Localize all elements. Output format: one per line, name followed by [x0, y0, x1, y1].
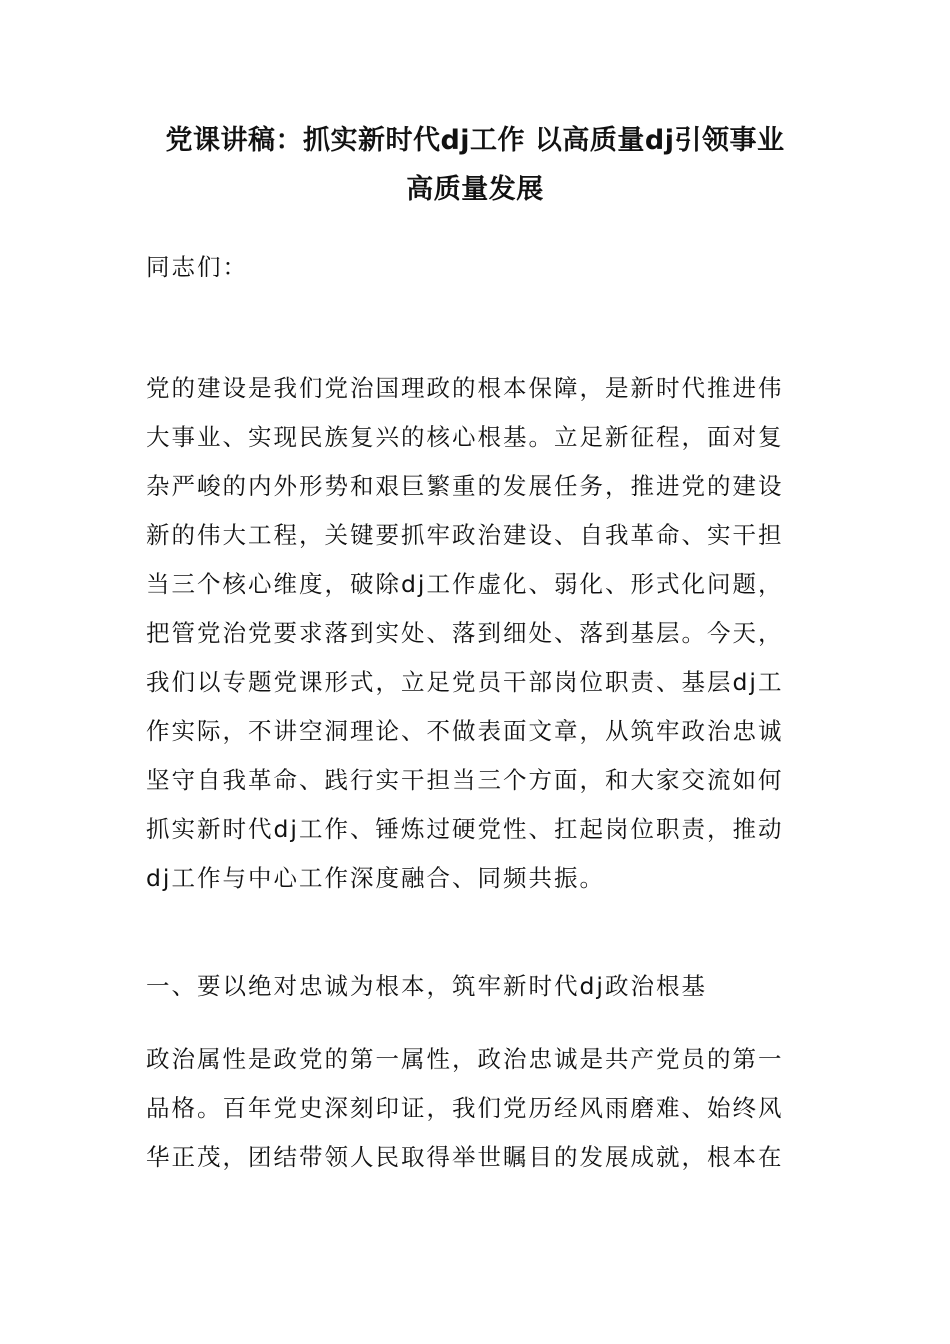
text-line: 当三个核心维度，破除dj工作虚化、弱化、形式化问题，	[146, 570, 784, 598]
text-line: 坚守自我革命、践行实干担当三个方面，和大家交流如何	[146, 766, 784, 794]
title-line: 党课讲稿：抓实新时代dj工作 以高质量dj引领事业	[165, 125, 785, 156]
salutation	[146, 243, 806, 292]
text-line: 品格。百年党史深刻印证，我们党历经风雨磨难、始终风	[146, 1094, 784, 1122]
text-line: 杂严峻的内外形势和艰巨繁重的发展任务，推进党的建设	[146, 472, 784, 500]
section-heading	[146, 962, 806, 1011]
section-paragraph	[146, 1035, 806, 1182]
text-line: 抓实新时代dj工作、锤炼过硬党性、扛起岗位职责，推动	[146, 815, 784, 843]
section-heading-line: 一、要以绝对忠诚为根本，筑牢新时代dj政治根基	[146, 972, 707, 1000]
text-line: 党的建设是我们党治国理政的根本保障，是新时代推进伟	[146, 374, 784, 402]
text-line: 新的伟大工程，关键要抓牢政治建设、自我革命、实干担	[146, 521, 784, 549]
title-line: 高质量发展	[406, 174, 544, 205]
text-line: 把管党治党要求落到实处、落到细处、落到基层。今天，	[146, 619, 784, 647]
text-line: 华正茂，团结带领人民取得举世瞩目的发展成就，根本在	[146, 1143, 784, 1171]
document-title	[120, 116, 830, 214]
text-line: 我们以专题党课形式，立足党员干部岗位职责、基层dj工	[146, 668, 784, 696]
text-line: dj工作与中心工作深度融合、同频共振。	[146, 864, 605, 892]
text-line: 大事业、实现民族复兴的核心根基。立足新征程，面对复	[146, 423, 784, 451]
text-line: 政治属性是政党的第一属性，政治忠诚是共产党员的第一	[146, 1045, 784, 1073]
salutation-line: 同志们：	[146, 253, 248, 281]
text-line: 作实际，不讲空洞理论、不做表面文章，从筑牢政治忠诚	[146, 717, 784, 745]
intro-paragraph	[146, 364, 806, 903]
